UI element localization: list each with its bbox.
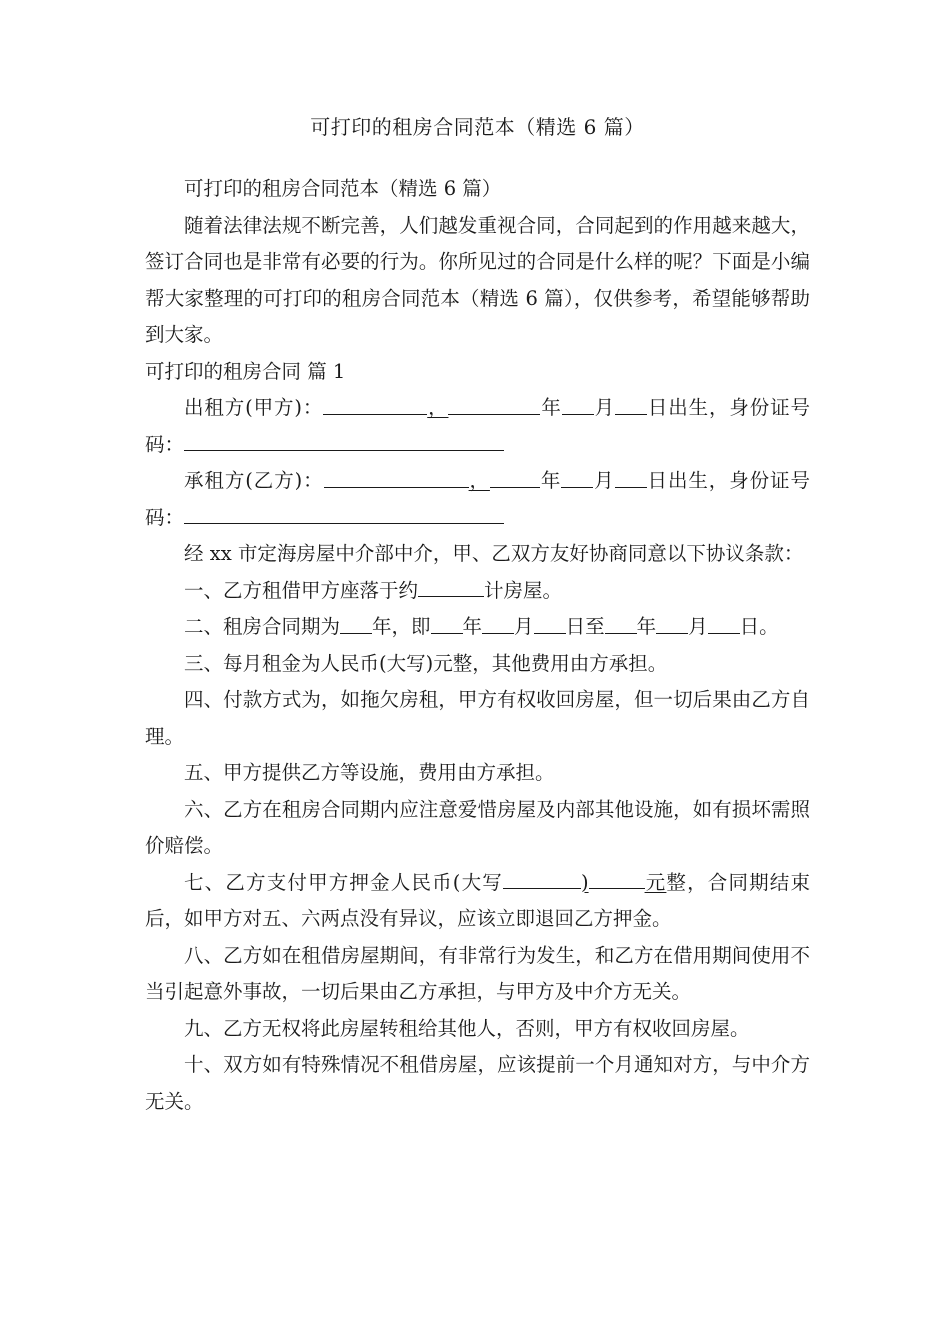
intro-paragraph: 随着法律法规不断完善，人们越发重视合同，合同起到的作用越来越大，签订合同也是非常有必要的行为。你所见过的合同是什么样的呢？下面是小编帮大家整理的可打印的租房合同范本（精选 6 篇），仅供参考，希望能够帮助到大家。 bbox=[145, 213, 810, 346]
clause-1-text-a: 一、乙方租借甲方座落于约 bbox=[184, 578, 419, 602]
clause-6: 六、乙方在租房合同期内应注意爱惜房屋及内部其他设施，如有损坏需照价赔偿。 bbox=[145, 797, 810, 857]
section-heading: 可打印的租房合同 篇 1 bbox=[145, 359, 346, 383]
clause-1-area-blank bbox=[418, 576, 484, 597]
clause-2-text-a: 二、租房合同期为 bbox=[184, 615, 341, 638]
clause-3: 三、每月租金为人民币(大写)元整，其他费用由方承担。 bbox=[184, 651, 668, 675]
clause-2-text-c: 年 bbox=[462, 615, 483, 638]
lessee-line bbox=[145, 463, 810, 536]
lessor-year-blank bbox=[448, 394, 540, 415]
lessee-day-blank bbox=[615, 467, 647, 488]
clause-2-text-d: 月 bbox=[514, 615, 534, 638]
lessor-year-label: 年 bbox=[540, 396, 562, 419]
clause-2-text-e: 日至 bbox=[565, 615, 605, 638]
lessee-born-label: 日出生，身份证号码： bbox=[145, 469, 810, 529]
lessee-id-blank bbox=[184, 503, 504, 524]
document-title: 可打印的租房合同范本（精选 6 篇） bbox=[310, 115, 645, 139]
clause-2-text-g: 月 bbox=[688, 615, 708, 638]
clause-7-deposit-amount-blank bbox=[589, 868, 645, 889]
document-body bbox=[145, 171, 810, 1120]
clause-8: 八、乙方如在租借房屋期间，有非常行为发生，和乙方在借用期间使用不当引起意外事故，一切后果由乙方承担，与甲方及中介方无关。 bbox=[145, 943, 810, 1003]
lessee-label: 承租方(乙方)： bbox=[184, 469, 324, 492]
clause-7-text-b: ) bbox=[580, 870, 589, 894]
lessor-born-label: 日出生，身份证号码： bbox=[145, 396, 810, 456]
clause-7 bbox=[145, 865, 810, 938]
lessor-month-blank bbox=[562, 394, 594, 415]
clause-10: 十、双方如有特殊情况不租借房屋，应该提前一个月通知对方，与中介方无关。 bbox=[145, 1053, 810, 1113]
clause-9: 九、乙方无权将此房屋转租给其他人，否则，甲方有权收回房屋。 bbox=[184, 1016, 750, 1040]
clause-2-start-day-blank bbox=[534, 613, 566, 634]
lessor-label: 出租方(甲方)： bbox=[184, 396, 324, 419]
clause-2-end-month-blank bbox=[656, 613, 688, 634]
lessee-name-blank bbox=[324, 467, 469, 488]
preamble-paragraph: 经 xx 市定海房屋中介部中介，甲、乙双方友好协商同意以下协议条款： bbox=[184, 542, 804, 565]
clause-7-deposit-words-blank bbox=[503, 868, 581, 889]
lessee-month-label: 月 bbox=[593, 469, 615, 492]
lessor-id-blank bbox=[184, 430, 504, 451]
clause-7-text-c: 元 bbox=[644, 870, 667, 894]
lessor-month-label: 月 bbox=[593, 396, 615, 419]
clause-2-text-h: 日。 bbox=[739, 615, 779, 638]
clause-7-text-d: 整，合同期结束后，如甲方对五、六两点没有异议，应该立即退回乙方押金。 bbox=[145, 870, 810, 930]
clause-2-end-day-blank bbox=[708, 613, 740, 634]
clause-2-start-month-blank bbox=[482, 613, 514, 634]
clause-2 bbox=[145, 609, 810, 646]
lessee-month-blank bbox=[561, 467, 593, 488]
clause-2-start-year-blank bbox=[431, 613, 463, 634]
clause-2-text-b: 年，即 bbox=[372, 615, 431, 638]
lessor-name-blank bbox=[323, 394, 427, 415]
clause-2-end-year-blank bbox=[605, 613, 637, 634]
clause-7-text-a: 七、乙方支付甲方押金人民币(大写 bbox=[184, 870, 503, 894]
clause-4: 四、付款方式为，如拖欠房租，甲方有权收回房屋，但一切后果由乙方自理。 bbox=[145, 688, 810, 748]
lessee-comma: ， bbox=[468, 469, 490, 492]
subtitle: 可打印的租房合同范本（精选 6 篇） bbox=[184, 177, 502, 200]
clause-1 bbox=[145, 573, 810, 610]
clause-2-text-f: 年 bbox=[636, 615, 657, 638]
clause-2-term-blank bbox=[340, 613, 372, 634]
lessor-line bbox=[145, 390, 810, 463]
clause-1-text-b: 计房屋。 bbox=[484, 578, 563, 602]
clause-5: 五、甲方提供乙方等设施，费用由方承担。 bbox=[184, 761, 555, 784]
lessee-year-label: 年 bbox=[539, 469, 562, 492]
lessor-day-blank bbox=[615, 394, 647, 415]
lessor-comma: ， bbox=[427, 396, 449, 419]
lessee-year-blank bbox=[490, 467, 540, 488]
